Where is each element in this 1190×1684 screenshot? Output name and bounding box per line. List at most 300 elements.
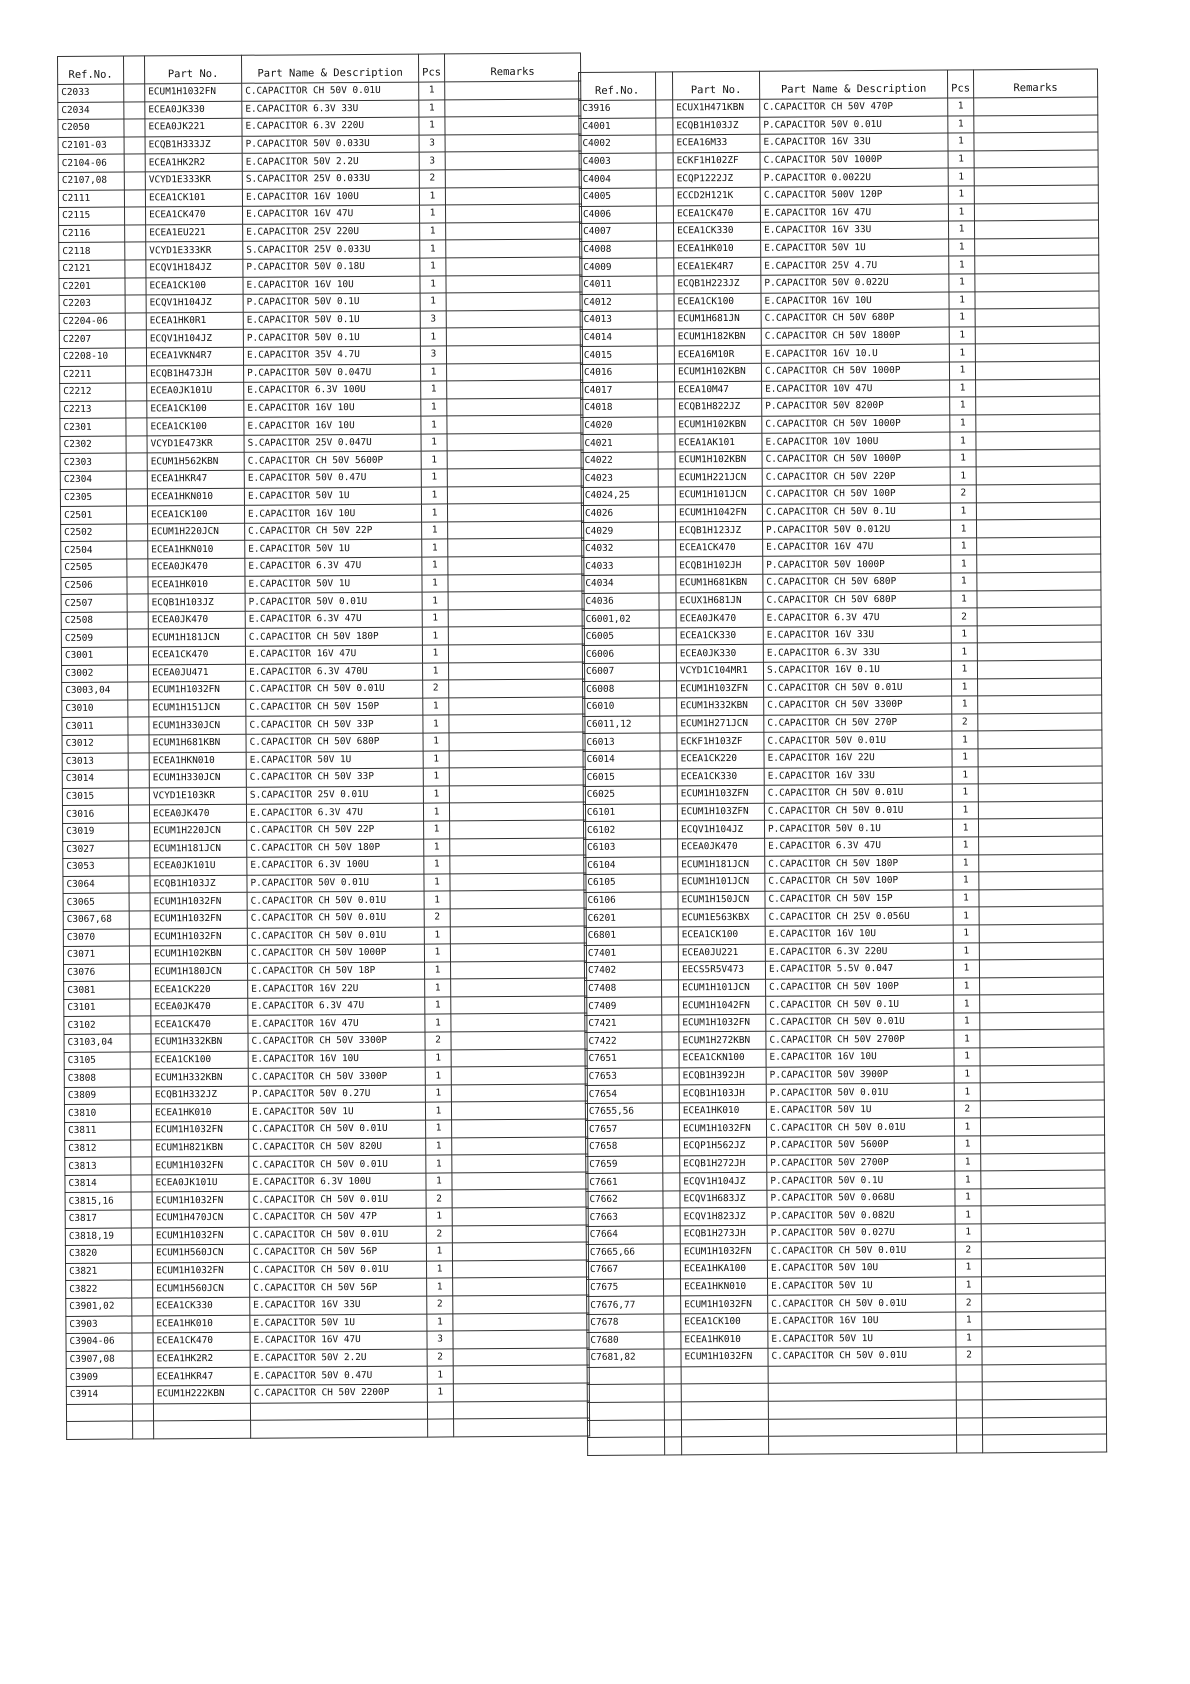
cell-spacer xyxy=(129,893,150,911)
cell-remarks xyxy=(980,1012,1104,1030)
cell-part-no: ECEA1CKN100 xyxy=(679,1049,766,1067)
cell-pcs: 1 xyxy=(425,1014,451,1032)
cell-pcs: 1 xyxy=(949,362,975,380)
cell-pcs: 1 xyxy=(953,890,979,908)
cell-part-no: ECUX1H471KBN xyxy=(673,99,760,117)
cell-pcs: 1 xyxy=(950,520,976,538)
cell-description: P.CAPACITOR 50V 0.1U xyxy=(243,293,420,312)
cell-ref-no: C4013 xyxy=(580,311,657,329)
cell-part-no: ECEA1HKN010 xyxy=(148,541,245,559)
cell-pcs: 2 xyxy=(950,485,976,503)
cell-pcs: 3 xyxy=(419,135,445,153)
cell-spacer xyxy=(126,489,147,507)
cell-ref-no: C3904-06 xyxy=(66,1333,132,1351)
cell-pcs: 1 xyxy=(953,960,979,978)
cell-ref-no: C2101-03 xyxy=(58,137,124,155)
cell-description: C.CAPACITOR CH 50V 680P xyxy=(761,309,949,328)
cell-ref-no: C3907,08 xyxy=(66,1351,132,1369)
cell-pcs: 2 xyxy=(427,1349,453,1367)
cell-description: E.CAPACITOR 10V 47U xyxy=(762,380,950,399)
cell-remarks xyxy=(449,679,585,697)
cell-ref-no: C3001 xyxy=(61,647,127,665)
cell-description: C.CAPACITOR CH 50V 2200P xyxy=(250,1384,427,1403)
cell-pcs: 2 xyxy=(426,1190,452,1208)
cell-description: C.CAPACITOR CH 50V 0.01U xyxy=(249,1120,426,1139)
cell-description: P.CAPACITOR 50V 0.022U xyxy=(761,274,949,293)
cell-part-no: ECEA0JK330 xyxy=(676,645,763,663)
cell-description: C.CAPACITOR CH 50V 0.01U xyxy=(242,82,419,101)
cell-pcs: 1 xyxy=(426,1120,452,1138)
cell-pcs: 1 xyxy=(954,1083,980,1101)
cell-remarks xyxy=(976,484,1100,502)
cell-description: C.CAPACITOR CH 50V 0.01U xyxy=(250,1261,427,1280)
cell-ref-no: C4029 xyxy=(581,522,658,540)
cell-remarks xyxy=(979,959,1103,977)
cell-ref-no: C7678 xyxy=(587,1314,664,1332)
cell-ref-no: C3102 xyxy=(64,1017,130,1035)
cell-description: E.CAPACITOR 5.5V 0.047 xyxy=(765,960,953,979)
cell-part-no: ECQV1H104JZ xyxy=(680,1172,767,1190)
cell-spacer xyxy=(126,453,147,471)
cell-part-no: ECUM1H1032FN xyxy=(152,1156,249,1174)
cell-ref-no: C7675 xyxy=(587,1279,664,1297)
cell-pcs: 3 xyxy=(419,152,445,170)
cell-spacer xyxy=(129,911,150,929)
cell-part-no: ECEA1CK470 xyxy=(151,1016,248,1034)
cell-ref-no: C4006 xyxy=(579,206,656,224)
cell-description: C.CAPACITOR CH 50V 0.01U xyxy=(767,1242,955,1261)
cell-remarks xyxy=(980,1065,1104,1083)
cell-pcs: 1 xyxy=(951,538,977,556)
cell-spacer xyxy=(662,1085,679,1103)
cell-part-no: VCYD1C104MR1 xyxy=(676,662,763,680)
cell-spacer xyxy=(124,119,145,137)
cell-ref-no: C2111 xyxy=(58,190,124,208)
cell-description: P.CAPACITOR 50V 0.012U xyxy=(762,520,950,539)
cell-description: C.CAPACITOR 50V 0.01U xyxy=(764,731,952,750)
cell-remarks xyxy=(448,556,584,574)
cell-pcs: 2 xyxy=(952,714,978,732)
cell-spacer xyxy=(660,768,677,786)
cell-description: E.CAPACITOR 6.3V 100U xyxy=(249,1173,426,1192)
cell-remarks xyxy=(445,169,581,187)
cell-ref-no: C7655,56 xyxy=(585,1103,662,1121)
cell-remarks xyxy=(976,379,1100,397)
cell-empty xyxy=(769,1435,957,1454)
cell-remarks xyxy=(449,732,585,750)
cell-ref-no: C6013 xyxy=(583,733,660,751)
cell-remarks xyxy=(449,750,585,768)
cell-empty xyxy=(768,1400,956,1419)
cell-pcs: 1 xyxy=(948,115,974,133)
cell-ref-no: C3903 xyxy=(66,1316,132,1334)
table-row-empty xyxy=(588,1434,1107,1455)
cell-pcs: 1 xyxy=(953,942,979,960)
cell-pcs: 1 xyxy=(948,168,974,186)
cell-spacer xyxy=(128,788,149,806)
cell-pcs: 1 xyxy=(949,309,975,327)
cell-pcs: 1 xyxy=(949,239,975,257)
cell-ref-no: C3809 xyxy=(64,1087,130,1105)
cell-pcs: 1 xyxy=(423,786,449,804)
cell-pcs: 1 xyxy=(956,1312,982,1330)
cell-description: P.CAPACITOR 50V 2700P xyxy=(767,1154,955,1173)
cell-description: E.CAPACITOR 16V 47U xyxy=(248,1015,425,1034)
cell-pcs: 1 xyxy=(421,416,447,434)
cell-pcs: 1 xyxy=(950,450,976,468)
cell-remarks xyxy=(980,1082,1104,1100)
cell-spacer xyxy=(131,1175,152,1193)
cell-remarks xyxy=(975,238,1099,256)
cell-pcs: 1 xyxy=(953,925,979,943)
cell-description: C.CAPACITOR CH 50V 33P xyxy=(246,715,423,734)
cell-empty xyxy=(982,1417,1106,1435)
cell-description: C.CAPACITOR CH 50V 3300P xyxy=(248,1032,425,1051)
cell-ref-no: C7667 xyxy=(586,1261,663,1279)
cell-part-no: ECUM1H272KBN xyxy=(679,1032,766,1050)
cell-description: E.CAPACITOR 50V 1U xyxy=(768,1330,956,1349)
cell-remarks xyxy=(445,99,581,117)
cell-remarks xyxy=(446,222,582,240)
cell-ref-no: C4005 xyxy=(579,188,656,206)
cell-spacer xyxy=(124,154,145,172)
cell-ref-no: C3003,04 xyxy=(62,682,128,700)
cell-description: C.CAPACITOR CH 50V 22P xyxy=(245,522,422,541)
cell-pcs: 1 xyxy=(950,415,976,433)
cell-spacer xyxy=(125,260,146,278)
cell-pcs: 1 xyxy=(427,1313,453,1331)
cell-ref-no: C4022 xyxy=(581,452,658,470)
cell-empty xyxy=(67,1421,133,1439)
cell-ref-no: C2121 xyxy=(59,260,125,278)
cell-pcs: 1 xyxy=(421,363,447,381)
header-spacer xyxy=(124,56,145,84)
cell-pcs: 1 xyxy=(426,1155,452,1173)
cell-description: C.CAPACITOR CH 50V 0.01U xyxy=(768,1347,956,1366)
cell-pcs: 1 xyxy=(950,379,976,397)
cell-ref-no: C2508 xyxy=(61,612,127,630)
cell-pcs: 1 xyxy=(421,487,447,505)
cell-description: P.CAPACITOR 50V 0.047U xyxy=(244,364,421,383)
cell-description: C.CAPACITOR CH 50V 0.01U xyxy=(247,891,424,910)
cell-spacer xyxy=(127,629,148,647)
cell-pcs: 1 xyxy=(948,98,974,116)
cell-spacer xyxy=(661,944,678,962)
cell-remarks xyxy=(445,151,581,169)
cell-remarks xyxy=(447,503,583,521)
cell-ref-no: C3070 xyxy=(63,929,129,947)
cell-pcs: 1 xyxy=(427,1384,453,1402)
cell-remarks xyxy=(450,838,586,856)
cell-spacer xyxy=(124,84,145,102)
cell-remarks xyxy=(981,1170,1105,1188)
cell-part-no: ECQB1H473JH xyxy=(147,365,244,383)
cell-description: E.CAPACITOR 6.3V 220U xyxy=(765,943,953,962)
cell-part-no: ECEA1CK330 xyxy=(676,627,763,645)
cell-ref-no: C6011,12 xyxy=(583,716,660,734)
cell-part-no: ECCD2H121K xyxy=(673,187,760,205)
cell-part-no: ECUM1H102KBN xyxy=(675,451,762,469)
cell-spacer xyxy=(132,1351,153,1369)
cell-description: C.CAPACITOR CH 50V 180P xyxy=(245,627,422,646)
cell-ref-no: C7662 xyxy=(586,1191,663,1209)
cell-spacer xyxy=(659,540,676,558)
cell-remarks xyxy=(450,873,586,891)
cell-ref-no: C2504 xyxy=(61,541,127,559)
cell-description: E.CAPACITOR 16V 10.U xyxy=(761,344,949,363)
cell-part-no: ECQB1H103JZ xyxy=(150,875,247,893)
cell-ref-no: C7665,66 xyxy=(586,1244,663,1262)
cell-part-no: ECUM1H332KBN xyxy=(151,1069,248,1087)
cell-description: E.CAPACITOR 50V 1U xyxy=(761,239,949,258)
cell-remarks xyxy=(981,1153,1105,1171)
cell-part-no: ECUM1H220JCN xyxy=(148,523,245,541)
cell-description: E.CAPACITOR 16V 10U xyxy=(766,1048,954,1067)
cell-description: P.CAPACITOR 50V 0.033U xyxy=(242,135,419,154)
cell-empty xyxy=(153,1403,250,1421)
cell-empty xyxy=(664,1367,681,1385)
cell-description: E.CAPACITOR 16V 10U xyxy=(243,276,420,295)
cell-pcs: 1 xyxy=(426,1173,452,1191)
cell-empty xyxy=(681,1366,768,1384)
cell-remarks xyxy=(977,642,1101,660)
cell-pcs: 1 xyxy=(955,1136,981,1154)
cell-ref-no: C3808 xyxy=(64,1069,130,1087)
cell-part-no: ECEA0JK330 xyxy=(145,101,242,119)
cell-pcs: 1 xyxy=(421,451,447,469)
cell-ref-no: C7657 xyxy=(585,1120,662,1138)
cell-spacer xyxy=(663,1226,680,1244)
cell-spacer xyxy=(126,436,147,454)
cell-spacer xyxy=(132,1263,153,1281)
cell-remarks xyxy=(979,977,1103,995)
cell-pcs: 1 xyxy=(955,1206,981,1224)
cell-description: E.CAPACITOR 6.3V 33U xyxy=(763,643,951,662)
cell-pcs: 1 xyxy=(426,1243,452,1261)
cell-ref-no: C4003 xyxy=(579,153,656,171)
cell-description: S.CAPACITOR 16V 0.1U xyxy=(763,661,951,680)
cell-spacer xyxy=(130,964,151,982)
cell-part-no: ECUM1H1032FN xyxy=(150,910,247,928)
cell-remarks xyxy=(452,1154,588,1172)
cell-description: C.CAPACITOR CH 50V 0.01U xyxy=(249,1190,426,1209)
cell-description: C.CAPACITOR CH 50V 0.01U xyxy=(249,1155,426,1174)
cell-description: C.CAPACITOR CH 50V 1000P xyxy=(762,450,950,469)
cell-pcs: 1 xyxy=(419,100,445,118)
cell-remarks xyxy=(447,450,583,468)
cell-ref-no: C7676,77 xyxy=(587,1296,664,1314)
cell-part-no: ECEA0JK470 xyxy=(148,558,245,576)
parts-table-right xyxy=(578,69,1107,1456)
cell-remarks xyxy=(449,802,585,820)
cell-spacer xyxy=(125,330,146,348)
cell-spacer xyxy=(129,946,150,964)
cell-spacer xyxy=(124,189,145,207)
cell-spacer xyxy=(126,383,147,401)
cell-part-no: ECEA0JK470 xyxy=(149,805,246,823)
cell-spacer xyxy=(657,241,674,259)
cell-description: E.CAPACITOR 16V 33U xyxy=(250,1296,427,1315)
cell-spacer xyxy=(126,418,147,436)
cell-description: C.CAPACITOR 50V 1000P xyxy=(760,151,948,170)
cell-pcs: 1 xyxy=(425,1067,451,1085)
cell-ref-no: C4021 xyxy=(581,434,658,452)
cell-ref-no: C3822 xyxy=(66,1280,132,1298)
cell-ref-no: C2502 xyxy=(61,524,127,542)
cell-empty xyxy=(665,1437,682,1455)
cell-empty xyxy=(587,1402,664,1420)
cell-spacer xyxy=(659,628,676,646)
cell-ref-no: C6103 xyxy=(584,839,661,857)
cell-ref-no: C6025 xyxy=(583,786,660,804)
cell-remarks xyxy=(446,327,582,345)
cell-spacer xyxy=(663,1155,680,1173)
cell-pcs: 1 xyxy=(954,995,980,1013)
cell-remarks xyxy=(977,607,1101,625)
cell-part-no: ECUM1H1032FN xyxy=(681,1348,768,1366)
cell-ref-no: C3810 xyxy=(64,1104,130,1122)
cell-ref-no: C7663 xyxy=(586,1208,663,1226)
cell-spacer xyxy=(659,557,676,575)
cell-description: E.CAPACITOR 50V 1U xyxy=(245,540,422,559)
cell-pcs: 1 xyxy=(424,856,450,874)
cell-part-no: ECUM1H103ZFN xyxy=(677,785,764,803)
cell-ref-no: C7681,82 xyxy=(587,1349,664,1367)
cell-description: C.CAPACITOR CH 50V 2700P xyxy=(766,1030,954,1049)
cell-empty xyxy=(132,1403,153,1421)
cell-description: C.CAPACITOR CH 50V 0.01U xyxy=(764,784,952,803)
cell-part-no: ECUM1H1032FN xyxy=(680,1243,767,1261)
cell-remarks xyxy=(447,415,583,433)
cell-ref-no: C3016 xyxy=(62,805,128,823)
cell-remarks xyxy=(975,308,1099,326)
cell-ref-no: C3076 xyxy=(64,964,130,982)
cell-remarks xyxy=(445,81,581,99)
cell-remarks xyxy=(977,625,1101,643)
cell-empty xyxy=(983,1434,1107,1452)
cell-ref-no: C6104 xyxy=(584,857,661,875)
cell-part-no: ECEA1HK010 xyxy=(148,576,245,594)
cell-part-no: ECUM1H101JCN xyxy=(678,873,765,891)
cell-spacer xyxy=(663,1191,680,1209)
cell-remarks xyxy=(446,275,582,293)
cell-remarks xyxy=(448,521,584,539)
cell-part-no: ECUM1H271JCN xyxy=(677,715,764,733)
cell-remarks xyxy=(978,713,1102,731)
cell-pcs: 1 xyxy=(420,293,446,311)
cell-part-no: ECUM1H821KBN xyxy=(152,1139,249,1157)
cell-empty xyxy=(133,1421,154,1439)
cell-pcs: 1 xyxy=(425,1102,451,1120)
cell-ref-no: C3015 xyxy=(62,788,128,806)
cell-part-no: ECQV1H104JZ xyxy=(677,821,764,839)
cell-spacer xyxy=(132,1315,153,1333)
cell-remarks xyxy=(446,292,582,310)
cell-empty xyxy=(957,1435,983,1453)
cell-pcs: 1 xyxy=(425,1085,451,1103)
cell-description: E.CAPACITOR 16V 10U xyxy=(768,1312,956,1331)
cell-remarks xyxy=(451,1013,587,1031)
table-row-empty xyxy=(67,1418,590,1439)
cell-part-no: ECEA0JK221 xyxy=(145,118,242,136)
cell-description: E.CAPACITOR 6.3V 470U xyxy=(246,663,423,682)
cell-pcs: 1 xyxy=(955,1224,981,1242)
cell-spacer xyxy=(127,612,148,630)
cell-description: C.CAPACITOR CH 50V 180P xyxy=(765,855,953,874)
cell-empty xyxy=(681,1401,768,1419)
cell-ref-no: C3814 xyxy=(65,1175,131,1193)
cell-pcs: 1 xyxy=(423,715,449,733)
cell-empty xyxy=(982,1381,1106,1399)
cell-part-no: ECUM1H181JCN xyxy=(148,629,245,647)
cell-description: C.CAPACITOR CH 50V 680P xyxy=(763,591,951,610)
cell-description: E.CAPACITOR 35V 4.7U xyxy=(243,346,420,365)
cell-empty xyxy=(682,1436,769,1454)
cell-spacer xyxy=(130,1069,151,1087)
cell-empty xyxy=(428,1419,454,1437)
cell-part-no: ECUM1H181JCN xyxy=(678,856,765,874)
cell-pcs: 1 xyxy=(423,698,449,716)
cell-description: E.CAPACITOR 50V 1U xyxy=(245,575,422,594)
cell-pcs: 1 xyxy=(953,872,979,890)
cell-ref-no: C4034 xyxy=(582,575,659,593)
cell-description: P.CAPACITOR 50V 0.01U xyxy=(760,116,948,135)
cell-pcs: 1 xyxy=(425,962,451,980)
cell-spacer xyxy=(661,892,678,910)
cell-empty xyxy=(454,1418,590,1436)
cell-pcs: 1 xyxy=(421,504,447,522)
cell-spacer xyxy=(657,258,674,276)
cell-remarks xyxy=(452,1137,588,1155)
cell-part-no: ECEA0JK470 xyxy=(676,610,763,628)
cell-spacer xyxy=(664,1349,681,1367)
cell-ref-no: C3815,16 xyxy=(65,1192,131,1210)
cell-description: E.CAPACITOR 16V 10U xyxy=(761,292,949,311)
cell-spacer xyxy=(660,804,677,822)
cell-part-no: ECUM1H220JCN xyxy=(150,822,247,840)
cell-spacer xyxy=(658,452,675,470)
cell-spacer xyxy=(128,805,149,823)
cell-description: P.CAPACITOR 50V 8200P xyxy=(762,397,950,416)
cell-ref-no: C4001 xyxy=(579,118,656,136)
cell-pcs: 1 xyxy=(956,1329,982,1347)
cell-ref-no: C3012 xyxy=(62,735,128,753)
table-body-left xyxy=(58,81,590,1439)
cell-ref-no: C2034 xyxy=(58,102,124,120)
cell-part-no: ECQB1H223JZ xyxy=(674,275,761,293)
cell-part-no: ECUM1H332KBN xyxy=(151,1033,248,1051)
cell-part-no: ECUM1H1032FN xyxy=(145,83,242,101)
cell-description: E.CAPACITOR 16V 10U xyxy=(248,1050,425,1069)
cell-spacer xyxy=(662,980,679,998)
cell-part-no: ECEA1CK100 xyxy=(681,1313,768,1331)
cell-empty xyxy=(681,1384,768,1402)
cell-remarks xyxy=(981,1135,1105,1153)
cell-description: E.CAPACITOR 50V 2.2U xyxy=(242,152,419,171)
cell-ref-no: C2207 xyxy=(59,330,125,348)
cell-description: E.CAPACITOR 16V 33U xyxy=(760,133,948,152)
cell-part-no: ECUM1H330JCN xyxy=(149,769,246,787)
cell-remarks xyxy=(451,1031,587,1049)
cell-part-no: ECEA1HK010 xyxy=(153,1315,250,1333)
cell-remarks xyxy=(449,697,585,715)
cell-pcs: 1 xyxy=(420,328,446,346)
cell-remarks xyxy=(974,220,1098,238)
cell-ref-no: C2115 xyxy=(59,207,125,225)
cell-part-no: ECQV1H104JZ xyxy=(146,330,243,348)
cell-description: E.CAPACITOR 6.3V 33U xyxy=(242,100,419,119)
cell-part-no: ECUM1H1032FN xyxy=(679,1014,766,1032)
